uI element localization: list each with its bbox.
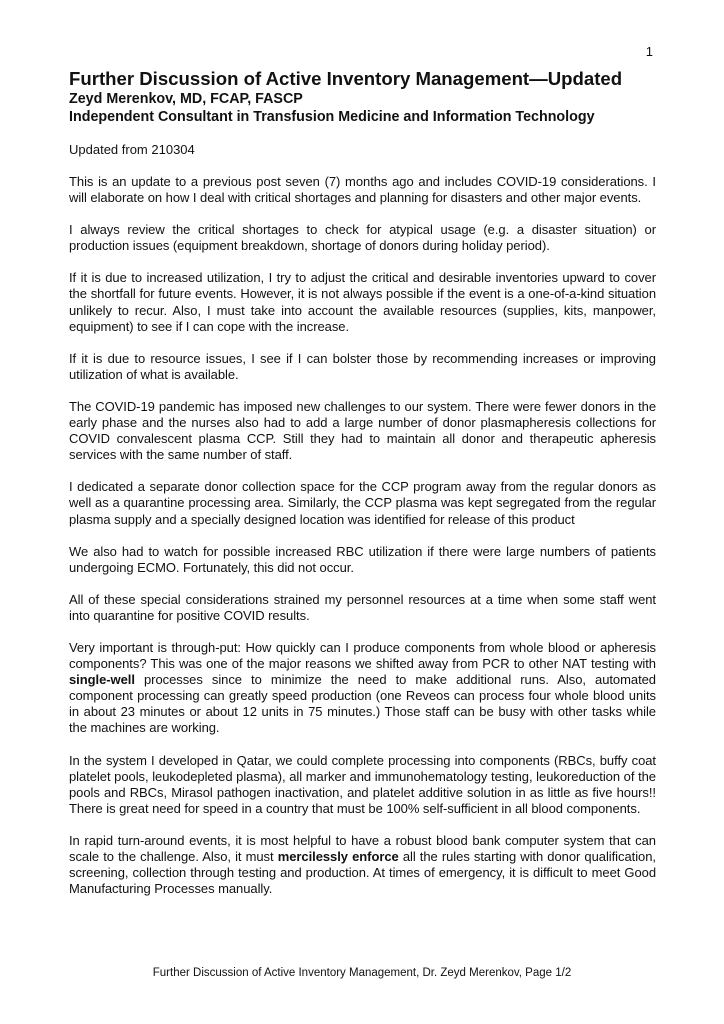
document-body xyxy=(69,68,656,897)
paragraph-throughput xyxy=(69,640,656,737)
turnaround-bold-term: mercilessly enforce xyxy=(277,849,399,864)
paragraph-rbc-ecmo: We also had to watch for possible increased RBC utilization if there were large numbers of patients undergoing ECMO. Fortunately, this did not occur. xyxy=(69,543,656,575)
paragraph-intro: This is an update to a previous post seven (7) months ago and includes COVID-19 considerations. I will elaborate on how I deal with critical shortages and planning for disasters and other major events. xyxy=(69,174,656,206)
turnaround-text-before: In rapid turn-around events, it is most helpful to have a robust blood bank computer system that can scale to the challenge. Also, it must xyxy=(69,832,656,864)
page-footer: Further Discussion of Active Inventory Management, Dr. Zeyd Merenkov, Page 1/2 xyxy=(152,967,572,979)
paragraph-ccp-space: I dedicated a separate donor collection space for the CCP program away from the regular donors as well as a quarantine processing area. Similarly, the CCP plasma was kept segregated from the regular plasma supply and a specially designed location was identified for release of this product xyxy=(69,479,656,527)
paragraph-personnel-strain: All of these special considerations strained my personnel resources at a time when some staff went into quarantine for positive COVID results. xyxy=(69,591,656,623)
author-name: Zeyd Merenkov, MD, FCAP, FASCP xyxy=(69,91,303,107)
paragraph-resource-issues: If it is due to resource issues, I see if I can bolster those by recommending increases or improving utilization of what is available. xyxy=(69,350,656,382)
paragraph-rapid-turnaround xyxy=(69,833,656,897)
author-affiliation: Independent Consultant in Transfusion Medicine and Information Technology xyxy=(69,109,595,125)
paragraph-increased-utilization: If it is due to increased utilization, I try to adjust the critical and desirable inventories upward to cover the shortfall for future events. However, it is not always possible if the event is a one-of-a-kind situation unlikely to recur. Also, I must take into account the available resources (supplies, kits, manpower, equipment) to see if I can cope with the increase. xyxy=(69,270,656,334)
paragraph-review-shortages: I always review the critical shortages to check for atypical usage (e.g. a disaster situation) or production issues (equipment breakdown, shortage of donors during holiday period). xyxy=(69,222,656,254)
throughput-text-before: Very important is through-put: How quickly can I produce components from whole blood or apheresis components? This was one of the major reasons we shifted away from PCR to other NAT testing with xyxy=(69,639,656,672)
throughput-text-after: processes since to minimize the need to make additional runs. Also, automated component processing can greatly speed production (one Reveos can process four whole blood units in about 23 minutes or about 12 units in 75 minutes.) Those staff can be busy with other tasks while the machines are working. xyxy=(69,672,656,736)
paragraph-covid-challenges: The COVID-19 pandemic has imposed new challenges to our system. There were fewer donors in the early phase and the nurses also had to add a large number of donor plasmapheresis collections for COVID convalescent plasma CCP. Still they had to maintain all donor and therapeutic apheresis services with the same number of staff. xyxy=(69,398,656,463)
throughput-bold-term: single-well xyxy=(69,672,135,688)
document-title: Further Discussion of Active Inventory Management—Updated xyxy=(69,68,623,89)
turnaround-text-after: all the rules starting with donor qualification, screening, collection through testing and production. At times of emergency, it is difficult to meet Good Manufacturing Processes manually. xyxy=(69,849,656,897)
page-number: 1 xyxy=(645,44,653,59)
updated-note: Updated from 210304 xyxy=(69,142,195,157)
paragraph-qatar-system: In the system I developed in Qatar, we could complete processing into components (RBCs, buffy coat platelet pools, leukodepleted plasma), all marker and immunohematology testing, leukoreduction of the pools and RBCs, Mirasol pathogen inactivation, and platelet additive solution in as little as five hours!! There is great need for speed in a country that must be 100% self-sufficient in all blood components. xyxy=(69,752,656,816)
